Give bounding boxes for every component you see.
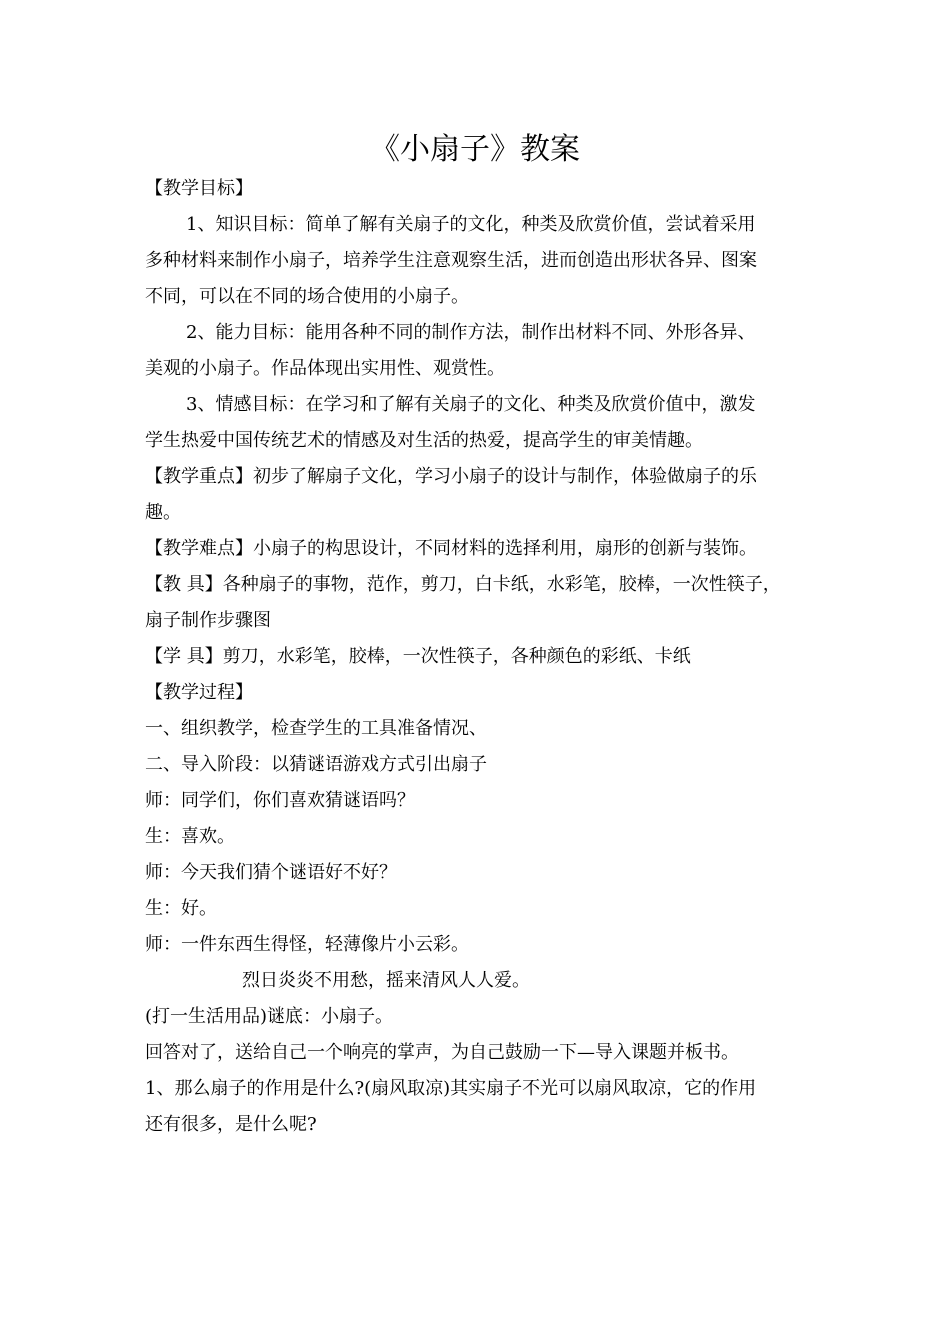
section-heading-objectives: 【教学目标】 [145, 178, 253, 199]
step-line: 一、组织教学，检查学生的工具准备情况、 [145, 718, 487, 739]
page-title: 《小扇子》教案 [370, 132, 580, 167]
paragraph-line: 不同，可以在不同的场合使用的小扇子。 [145, 286, 469, 307]
dialogue-line: 师：同学们，你们喜欢猜谜语吗？ [145, 790, 415, 811]
paragraph-line: 学生热爱中国传统艺术的情感及对生活的热爱，提高学生的审美情趣。 [145, 430, 703, 451]
section-student-tools: 【学 具】剪刀，水彩笔，胶棒，一次性筷子，各种颜色的彩纸、卡纸 [145, 646, 691, 667]
paragraph-line: 趣。 [145, 502, 181, 523]
paragraph-line: 还有很多，是什么呢? [145, 1114, 317, 1135]
section-difficulties: 【教学难点】小扇子的构思设计，不同材料的选择利用，扇形的创新与装饰。 [145, 538, 757, 559]
section-heading-process: 【教学过程】 [145, 682, 253, 703]
section-teaching-aids: 【教 具】各种扇子的事物，范作，剪刀，白卡纸，水彩笔，胶棒，一次性筷子， [145, 574, 781, 595]
paragraph-line: 3、情感目标：在学习和了解有关扇子的文化、种类及欣赏价值中，激发 [186, 394, 756, 415]
paragraph-line: 1、知识目标：简单了解有关扇子的文化，种类及欣赏价值，尝试着采用 [186, 214, 756, 235]
dialogue-line: 生：喜欢。 [145, 826, 235, 847]
dialogue-line: 生：好。 [145, 898, 217, 919]
dialogue-line: 师：今天我们猜个谜语好不好？ [145, 862, 397, 883]
paragraph-line: 回答对了，送给自己一个响亮的掌声，为自己鼓励一下—导入课题并板书。 [145, 1042, 739, 1063]
paragraph-line: 美观的小扇子。作品体现出实用性、观赏性。 [145, 358, 505, 379]
section-key-points: 【教学重点】初步了解扇子文化，学习小扇子的设计与制作，体验做扇子的乐 [145, 466, 757, 487]
paragraph-line: 2、能力目标：能用各种不同的制作方法，制作出材料不同、外形各异、 [186, 322, 756, 343]
paragraph-line: 扇子制作步骤图 [145, 610, 271, 631]
riddle-line: 烈日炎炎不用愁，摇来清风人人爱。 [242, 970, 530, 991]
paragraph-line: 多种材料来制作小扇子，培养学生注意观察生活，进而创造出形状各异、图案 [145, 250, 757, 271]
step-line: 二、导入阶段：以猜谜语游戏方式引出扇子 [145, 754, 487, 775]
riddle-answer-line: (打一生活用品)谜底：小扇子。 [145, 1006, 394, 1027]
paragraph-line: 1、那么扇子的作用是什么?(扇风取凉)其实扇子不光可以扇风取凉，它的作用 [145, 1078, 757, 1099]
dialogue-line: 师：一件东西生得怪，轻薄像片小云彩。 [145, 934, 469, 955]
